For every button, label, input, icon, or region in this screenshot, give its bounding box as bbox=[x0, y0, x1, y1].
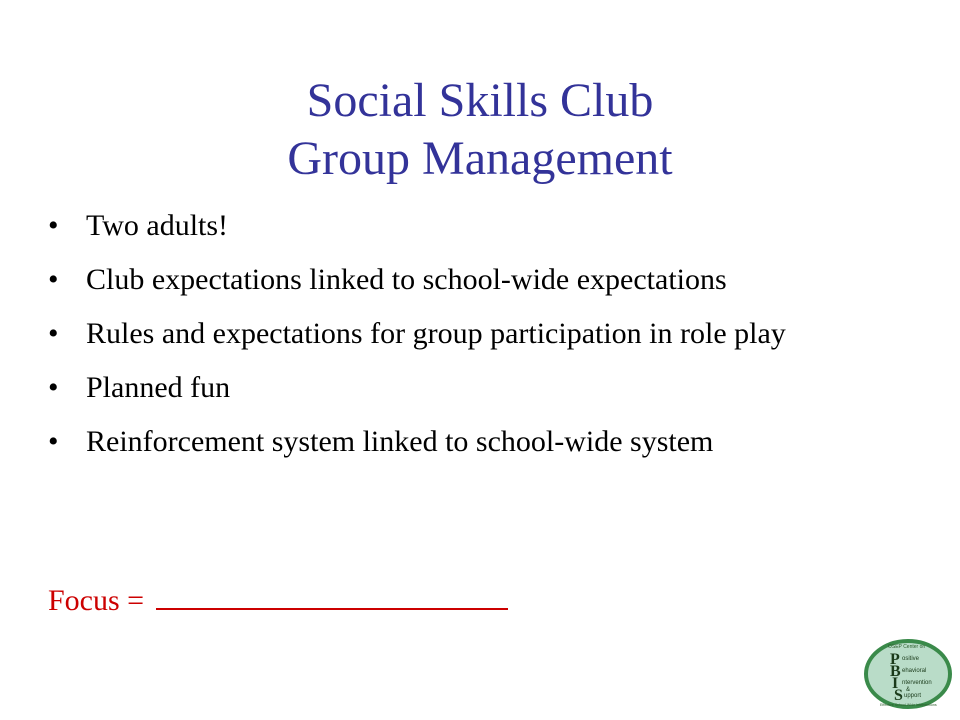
bullet-icon: • bbox=[48, 263, 59, 296]
bullet-text: Rules and expectations for group participation in role play bbox=[86, 317, 786, 350]
title-line-2: Group Management bbox=[287, 132, 673, 186]
logo-letter-s: S bbox=[894, 687, 903, 704]
bullet-icon: • bbox=[48, 425, 59, 458]
logo-letter-b: B bbox=[890, 663, 901, 680]
bullet-item bbox=[48, 424, 908, 460]
logo-word-s: upport bbox=[904, 693, 922, 699]
slide-title bbox=[0, 72, 960, 188]
bullet-icon: • bbox=[48, 209, 59, 242]
pbis-logo-icon bbox=[862, 636, 954, 710]
logo-word-i: ntervention bbox=[902, 680, 932, 686]
bullet-icon: • bbox=[48, 317, 59, 350]
logo-word-b: ehavioral bbox=[902, 668, 927, 674]
bullet-text: Reinforcement system linked to school-wide system bbox=[86, 425, 714, 458]
logo-letter-p: P bbox=[890, 651, 900, 668]
bullet-item bbox=[48, 208, 908, 244]
bullet-list bbox=[48, 208, 908, 478]
logo-footer: Effective School-Wide Interventions bbox=[880, 703, 937, 707]
focus-blank bbox=[156, 580, 508, 610]
bullet-item bbox=[48, 262, 908, 298]
bullet-text: Two adults! bbox=[86, 209, 229, 242]
focus-line bbox=[48, 580, 508, 619]
logo-word-p: ositive bbox=[902, 656, 920, 662]
logo-amp: & bbox=[906, 687, 911, 693]
bullet-text: Club expectations linked to school-wide expectations bbox=[86, 263, 727, 296]
bullet-text: Planned fun bbox=[86, 371, 231, 404]
logo-header: OSEP Center on bbox=[888, 644, 926, 650]
bullet-icon: • bbox=[48, 371, 59, 404]
logo-letter-i: I bbox=[892, 675, 899, 692]
title-line-1: Social Skills Club bbox=[306, 74, 654, 128]
bullet-item bbox=[48, 370, 908, 406]
focus-label: Focus = bbox=[48, 584, 145, 617]
bullet-item bbox=[48, 316, 908, 352]
